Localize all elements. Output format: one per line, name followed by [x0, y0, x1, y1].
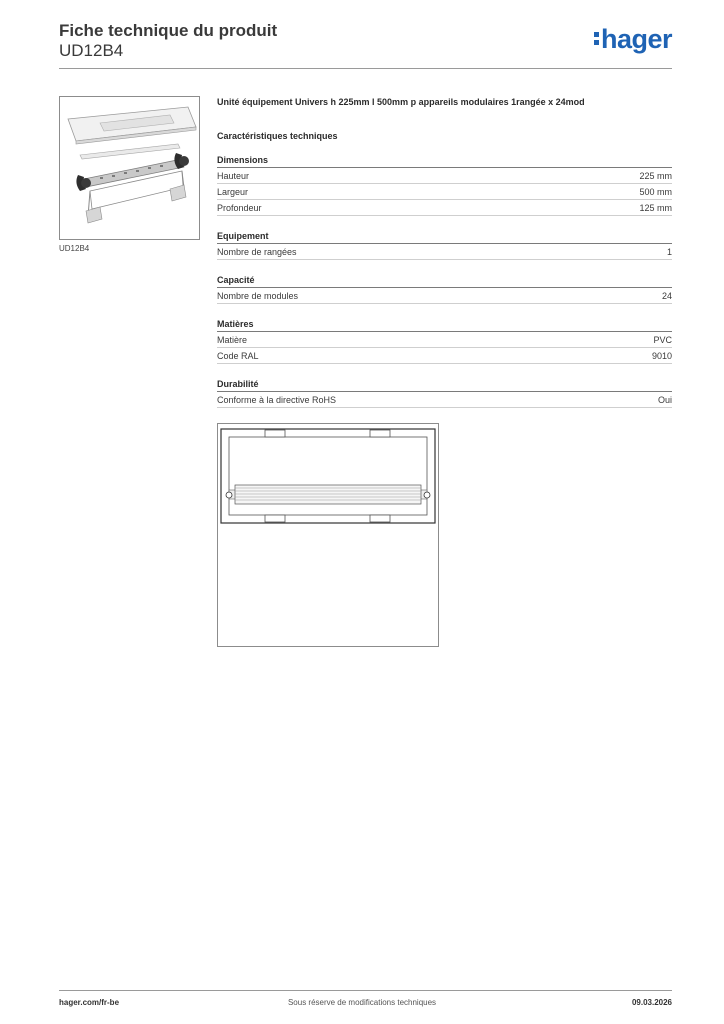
- spec-value: 500 mm: [639, 187, 672, 197]
- group-title: Dimensions: [217, 154, 672, 168]
- spec-value: 9010: [651, 351, 672, 361]
- spec-value: PVC: [653, 335, 672, 345]
- spec-value: Oui: [657, 395, 672, 405]
- page-title: Fiche technique du produit: [59, 21, 278, 40]
- spec-value: 24: [661, 291, 672, 301]
- group-dimensions: [217, 154, 672, 216]
- spec-label: Nombre de rangées: [217, 247, 297, 257]
- spec-row: [217, 348, 672, 364]
- product-photo-illustration: [60, 97, 199, 239]
- product-code: UD12B4: [59, 41, 124, 60]
- group-title: Durabilité: [217, 378, 672, 392]
- product-description: Unité équipement Univers h 225mm l 500mm p appareils modulaires 1rangée x 24mod: [217, 97, 585, 107]
- spec-value: 1: [666, 247, 672, 257]
- footer-notice: Sous réserve de modifications techniques: [287, 998, 437, 1007]
- spec-row: [217, 184, 672, 200]
- spec-label: Conforme à la directive RoHS: [217, 395, 337, 405]
- spec-row: [217, 392, 672, 408]
- technical-drawing: [217, 423, 439, 647]
- footer-divider: [59, 990, 672, 991]
- group-durability: [217, 378, 672, 408]
- group-title: Matières: [217, 318, 672, 332]
- spec-row: [217, 244, 672, 260]
- footer-website-link[interactable]: hager.com/fr-be: [59, 998, 120, 1007]
- group-equipment: [217, 230, 672, 260]
- spec-label: Largeur: [217, 187, 249, 197]
- spec-label: Hauteur: [217, 171, 250, 181]
- hager-logo[interactable]: [594, 24, 672, 54]
- group-title: Capacité: [217, 274, 672, 288]
- photo-caption: UD12B4: [59, 244, 90, 253]
- product-details: [217, 96, 672, 442]
- logo-dots-icon: [594, 32, 600, 46]
- product-photo: [59, 96, 200, 240]
- spec-label: Nombre de modules: [217, 291, 299, 301]
- group-title: Equipement: [217, 230, 672, 244]
- spec-row: [217, 332, 672, 348]
- group-materials: [217, 318, 672, 364]
- spec-row: [217, 168, 672, 184]
- group-capacity: [217, 274, 672, 304]
- spec-value: 225 mm: [639, 171, 672, 181]
- section-technical-characteristics: Caractéristiques techniques: [217, 131, 338, 141]
- spec-label: Code RAL: [217, 351, 259, 361]
- spec-label: Matière: [217, 335, 248, 345]
- logo-text: hager: [600, 24, 672, 54]
- spec-value: 125 mm: [639, 203, 672, 213]
- header-divider: [59, 68, 672, 69]
- spec-row: [217, 288, 672, 304]
- spec-label: Profondeur: [217, 203, 262, 213]
- footer-date: 09.03.2026: [631, 998, 672, 1007]
- technical-drawing-illustration: [218, 424, 438, 646]
- spec-row: [217, 200, 672, 216]
